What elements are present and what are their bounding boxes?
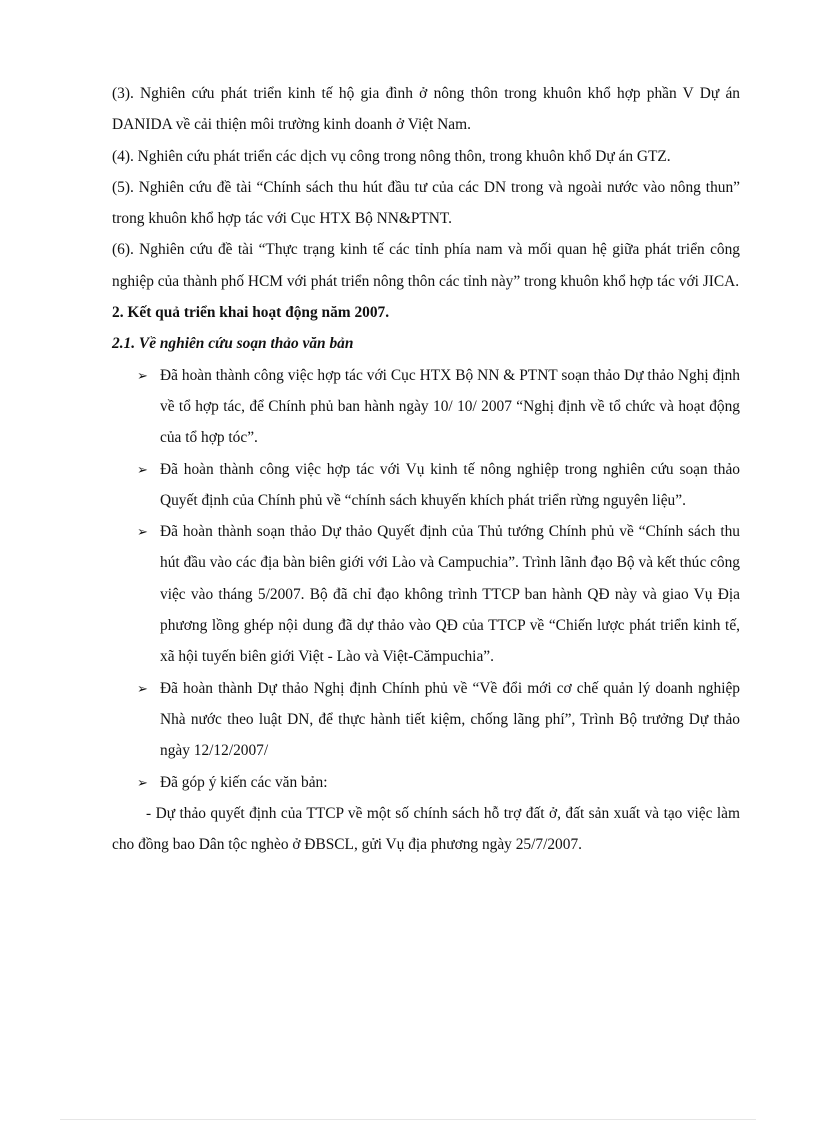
bullet-item-cooperative-decree [112,360,740,454]
bullet-item-soe-reform [112,673,740,767]
arrow-bullet-icon: ➢ [137,680,148,696]
section-heading: 2. Kết quả triển khai hoạt động năm 2007. [112,304,390,322]
bullet-text: Đã hoàn thành công việc hợp tác với Vụ kinh tế nông nghiệp trong nghiên cứu soạn thảo Quyết định của Chính phủ về “chính sách khuyến khích phát triển rừng nguyên liệu”. [160,460,740,509]
research-item-5: (5). Nghiên cứu đề tài “Chính sách thu hút đầu tư của các DN trong và ngoài nước vào nông thun” trong khuôn khổ hợp tác với Cục HTX Bộ NN&PTNT. [112,178,740,228]
arrow-bullet-icon: ➢ [137,461,148,477]
comment-sub-item: - Dự thảo quyết định của TTCP về một số chính sách hỗ trợ đất ở, đất sản xuất và tạo việc làm cho đồng bao Dân tộc nghèo ở ĐBSCL, gửi Vụ địa phương ngày 25/7/2007. [112,804,740,854]
arrow-bullet-icon: ➢ [137,367,148,383]
research-item-4: (4). Nghiên cứu phát triển các dịch vụ công trong nông thôn, trong khuôn khổ Dự án GTZ. [112,147,671,165]
arrow-bullet-icon: ➢ [137,774,148,790]
research-item-6: (6). Nghiên cứu đề tài “Thực trạng kinh tế các tỉnh phía nam và mối quan hệ giữa phát triển công nghiệp của thành phố HCM với phát triển nông thôn các tỉnh này” trong khuôn khổ hợp tác với JICA. [112,241,740,290]
bullet-item-comments [112,767,740,798]
research-item-3: (3). Nghiên cứu phát triển kinh tế hộ gia đình ở nông thôn trong khuôn khổ hợp phần V Dự án DANIDA về cải thiện môi trường kinh doanh ở Việt Nam. [112,85,740,134]
bullet-text: Đã hoàn thành soạn thảo Dự thảo Quyết định của Thủ tướng Chính phủ về “Chính sách thu hút đầu vào các địa bàn biên giới với Lào và Campuchia”. Trình lãnh đạo Bộ và kết thúc công việc vào tháng 5/2007. Bộ đã chỉ đạo không trình TTCP ban hành QĐ này và giao Vụ Địa phương lồng ghép nội dung đã dự thảo vào QĐ của TTCP về “Chiến lược phát triển kinh tế, xã hội tuyến biên giới Việt - Lào và Việt-Cămpuchia”. [160,523,740,666]
document-body [112,78,740,860]
page-edge-divider [60,1119,756,1120]
bullet-text: Đã góp ý kiến các văn bản: [160,773,328,791]
bullet-text: Đã hoàn thành Dự thảo Nghị định Chính phủ về “Về đổi mới cơ chế quản lý doanh nghiệp Nhà nước theo luật DN, để thực hành tiết kiệm, chống lãng phí”, Trình Bộ trưởng Dự thảo ngày 12/12/2007/ [160,679,740,760]
bullet-item-forestry-decision [112,454,740,517]
subsection-heading: 2.1. Về nghiên cứu soạn thảo văn bản [112,335,354,353]
bullet-text: Đã hoàn thành công việc hợp tác với Cục HTX Bộ NN & PTNT soạn thảo Dự thảo Nghị định về tổ hợp tác, để Chính phủ ban hành ngày 10/ 10/ 2007 “Nghị định về tổ chức và hoạt động của tổ hợp tóc”. [160,366,740,447]
bullet-item-border-investment [112,516,740,672]
arrow-bullet-icon: ➢ [137,524,148,540]
